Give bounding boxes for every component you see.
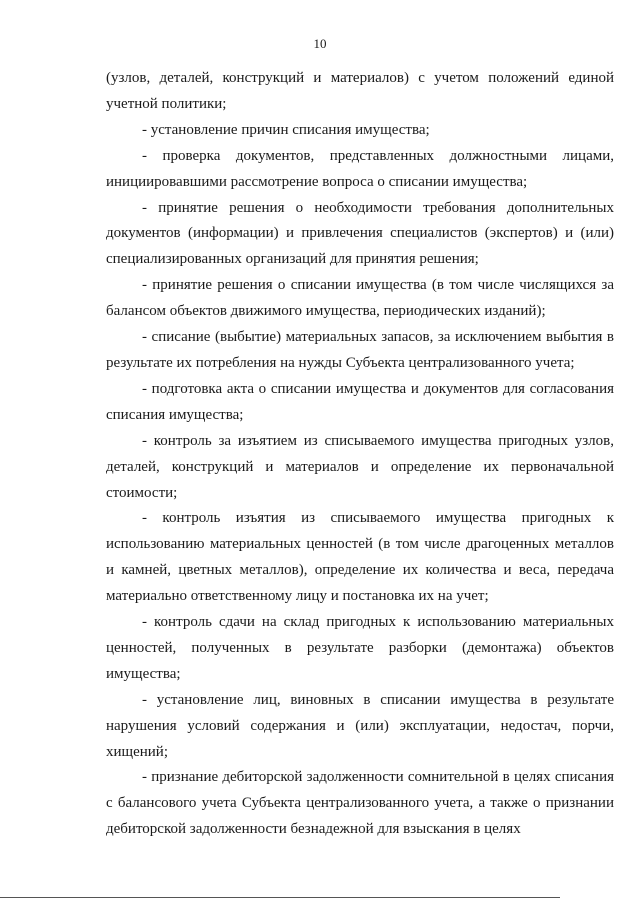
paragraph-2: - установление причин списания имущества; <box>142 121 430 138</box>
paragraph-11: - установление лиц, виновных в списании имущества в результате нарушения условий содержания и (или) эксплуатации, недостач, порчи, хищений; <box>106 691 614 760</box>
page-number: 10 <box>313 36 327 51</box>
paragraph-10: - контроль сдачи на склад пригодных к использованию материальных ценностей, полученных в результате разборки (демонтажа) объектов имущества; <box>106 614 614 682</box>
paragraph-6: - списание (выбытие) материальных запасов, за исключением выбытия в результате их потребления на нужды Субъекта централизованного учета; <box>106 329 614 371</box>
paragraph-4: - принятие решения о необходимости требования дополнительных документов (информации) и привлечения специалистов (экспертов) и (или) специализированных организаций для принятия решения; <box>106 199 614 268</box>
paragraph-1: (узлов, деталей, конструкций и материалов) с учетом положений единой учетной политики; <box>106 70 614 112</box>
paragraph-12: - признание дебиторской задолженности сомнительной в целях списания с балансового учета Субъекта централизованного учета, а также о признании дебиторской задолженности безнадежной для взыскания в целях <box>106 769 614 838</box>
bottom-rule <box>0 897 560 898</box>
paragraph-8: - контроль за изъятием из списываемого имущества пригодных узлов, деталей, конструкций и материалов и определение их первоначальной стоимости; <box>106 432 614 501</box>
body-text <box>106 66 614 843</box>
paragraph-9: - контроль изъятия из списываемого имущества пригодных к использованию материальных ценностей (в том числе драгоценных металлов и камней, цветных металлов), определение их количества и веса, передача материально ответственному лицу и постановка их на учет; <box>106 510 614 605</box>
paragraph-5: - принятие решения о списании имущества (в том числе числящихся за балансом объектов движимого имущества, периодических изданий); <box>106 277 614 320</box>
paragraph-3: - проверка документов, представленных должностными лицами, инициировавшими рассмотрение вопроса о списании имущества; <box>106 147 614 190</box>
paragraph-7: - подготовка акта о списании имущества и документов для согласования списания имущества; <box>106 380 614 423</box>
